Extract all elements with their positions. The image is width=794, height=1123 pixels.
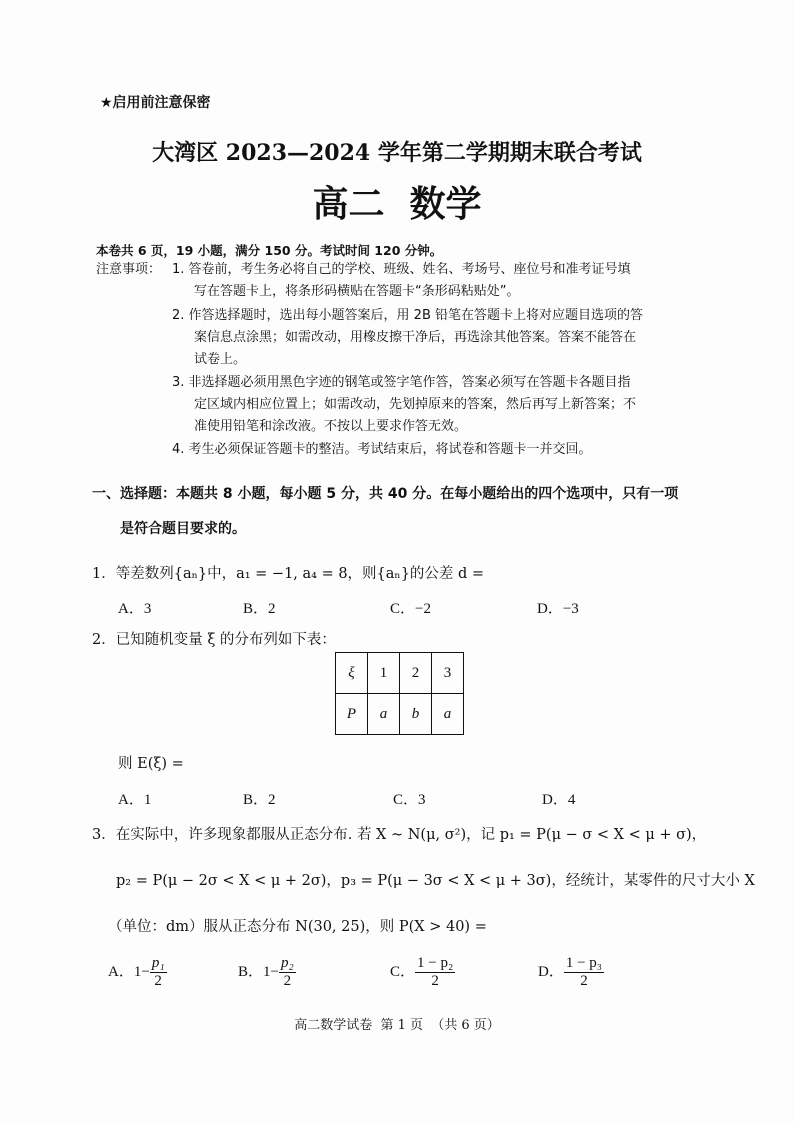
question-1: 1．等差数列{aₙ}中，a₁ = −1, a₄ = 8，则{aₙ}的公差 d = bbox=[92, 566, 485, 582]
note-line: 准使用铅笔和涂改液。不按以上要求作答无效。 bbox=[194, 419, 468, 434]
table-cell: b bbox=[400, 694, 432, 735]
q1-option-a: A．3 bbox=[118, 601, 152, 617]
denominator: 2 bbox=[431, 973, 439, 989]
table-cell: ξ bbox=[336, 653, 368, 694]
option-label: D． bbox=[538, 963, 564, 980]
numerator: 1 − p₃ bbox=[565, 955, 603, 971]
note-line: 写在答题卡上，将条形码横贴在答题卡“条形码粘贴处”。 bbox=[194, 284, 520, 299]
denominator: 2 bbox=[154, 973, 162, 989]
q2-option-b: B．2 bbox=[243, 792, 276, 808]
question-3: 3．在实际中，许多现象都服从正态分布. 若 X ~ N(μ, σ²)，记 p₁ = P(μ − σ < X < μ + σ)， bbox=[92, 827, 707, 843]
table-cell: 2 bbox=[400, 653, 432, 694]
distribution-table bbox=[335, 652, 464, 735]
table-cell: 3 bbox=[432, 653, 464, 694]
option-label: B． bbox=[238, 963, 264, 980]
table-row bbox=[336, 653, 464, 694]
option-label: C． bbox=[390, 963, 416, 980]
q1-option-c: C．−2 bbox=[390, 601, 431, 617]
option-prefix: 1− bbox=[133, 963, 150, 980]
q3-option-c bbox=[390, 955, 455, 990]
note-line: 试卷上。 bbox=[194, 352, 247, 367]
section-heading-cont: 是符合题目要求的。 bbox=[120, 521, 246, 537]
q3-option-a bbox=[108, 955, 167, 990]
question-3-line3: （单位：dm）服从正态分布 N(30, 25)，则 P(X > 40) = bbox=[108, 919, 487, 935]
q2-option-c: C．3 bbox=[393, 792, 426, 808]
table-cell: a bbox=[432, 694, 464, 735]
note-line: 案信息点涂黑；如需改动，用橡皮擦干净后，再选涂其他答案。答案不能答在 bbox=[194, 330, 637, 345]
note-line: 定区域内相应位置上；如需改动，先划掉原来的答案，然后再写上新答案；不 bbox=[194, 397, 637, 412]
table-cell: a bbox=[368, 694, 400, 735]
exam-info: 本卷共 6 页，19 小题，满分 150 分。考试时间 120 分钟。 bbox=[96, 243, 443, 258]
numerator: p₂ bbox=[280, 955, 294, 971]
note-line: 2. 作答选择题时，选出每小题答案后，用 2B 铅笔在答题卡上将对应题目选项的答 bbox=[172, 308, 643, 323]
numerator: p₁ bbox=[151, 955, 165, 971]
q2-question: 则 E(ξ) = bbox=[118, 756, 184, 772]
note-line: 1. 答卷前，考生务必将自己的学校、班级、姓名、考场号、座位号和准考证号填 bbox=[172, 262, 631, 277]
exam-title: 大湾区 2023—2024 学年第二学期期末联合考试 bbox=[152, 140, 642, 166]
notes-label: 注意事项： bbox=[96, 262, 162, 277]
section-heading: 一、选择题：本题共 8 小题，每小题 5 分，共 40 分。在每小题给出的四个选项中，只有一项 bbox=[92, 486, 679, 502]
q3-option-d bbox=[538, 955, 604, 990]
denominator: 2 bbox=[283, 973, 292, 989]
q3-option-b bbox=[238, 955, 296, 990]
q2-option-d: D．4 bbox=[542, 792, 576, 808]
q1-option-b: B．2 bbox=[243, 601, 276, 617]
denominator: 2 bbox=[580, 973, 588, 989]
subject-title: 高二 数学 bbox=[312, 183, 482, 225]
table-row bbox=[336, 694, 464, 735]
table-cell: P bbox=[336, 694, 368, 735]
q1-option-d: D．−3 bbox=[537, 601, 579, 617]
option-label: A． bbox=[108, 963, 134, 980]
note-line: 3. 非选择题必须用黑色字迹的钢笔或签字笔作答，答案必须写在答题卡各题目指 bbox=[172, 375, 631, 390]
numerator: 1 − p₂ bbox=[417, 955, 454, 971]
q2-option-a: A．1 bbox=[118, 792, 152, 808]
question-2: 2．已知随机变量 ξ 的分布列如下表： bbox=[92, 632, 336, 648]
note-line: 4. 考生必须保证答题卡的整洁。考试结束后，将试卷和答题卡一并交回。 bbox=[172, 442, 592, 457]
table-cell: 1 bbox=[368, 653, 400, 694]
option-prefix: 1− bbox=[263, 963, 279, 980]
page-footer: 高二数学试卷 第 1 页 （共 6 页） bbox=[294, 1018, 500, 1033]
confidential-note: ★启用前注意保密 bbox=[100, 95, 211, 111]
question-3-line2: p₂ = P(μ − 2σ < X < μ + 2σ)，p₃ = P(μ − 3σ < X < μ + 3σ)，经统计，某零件的尺寸大小 X bbox=[116, 873, 755, 889]
